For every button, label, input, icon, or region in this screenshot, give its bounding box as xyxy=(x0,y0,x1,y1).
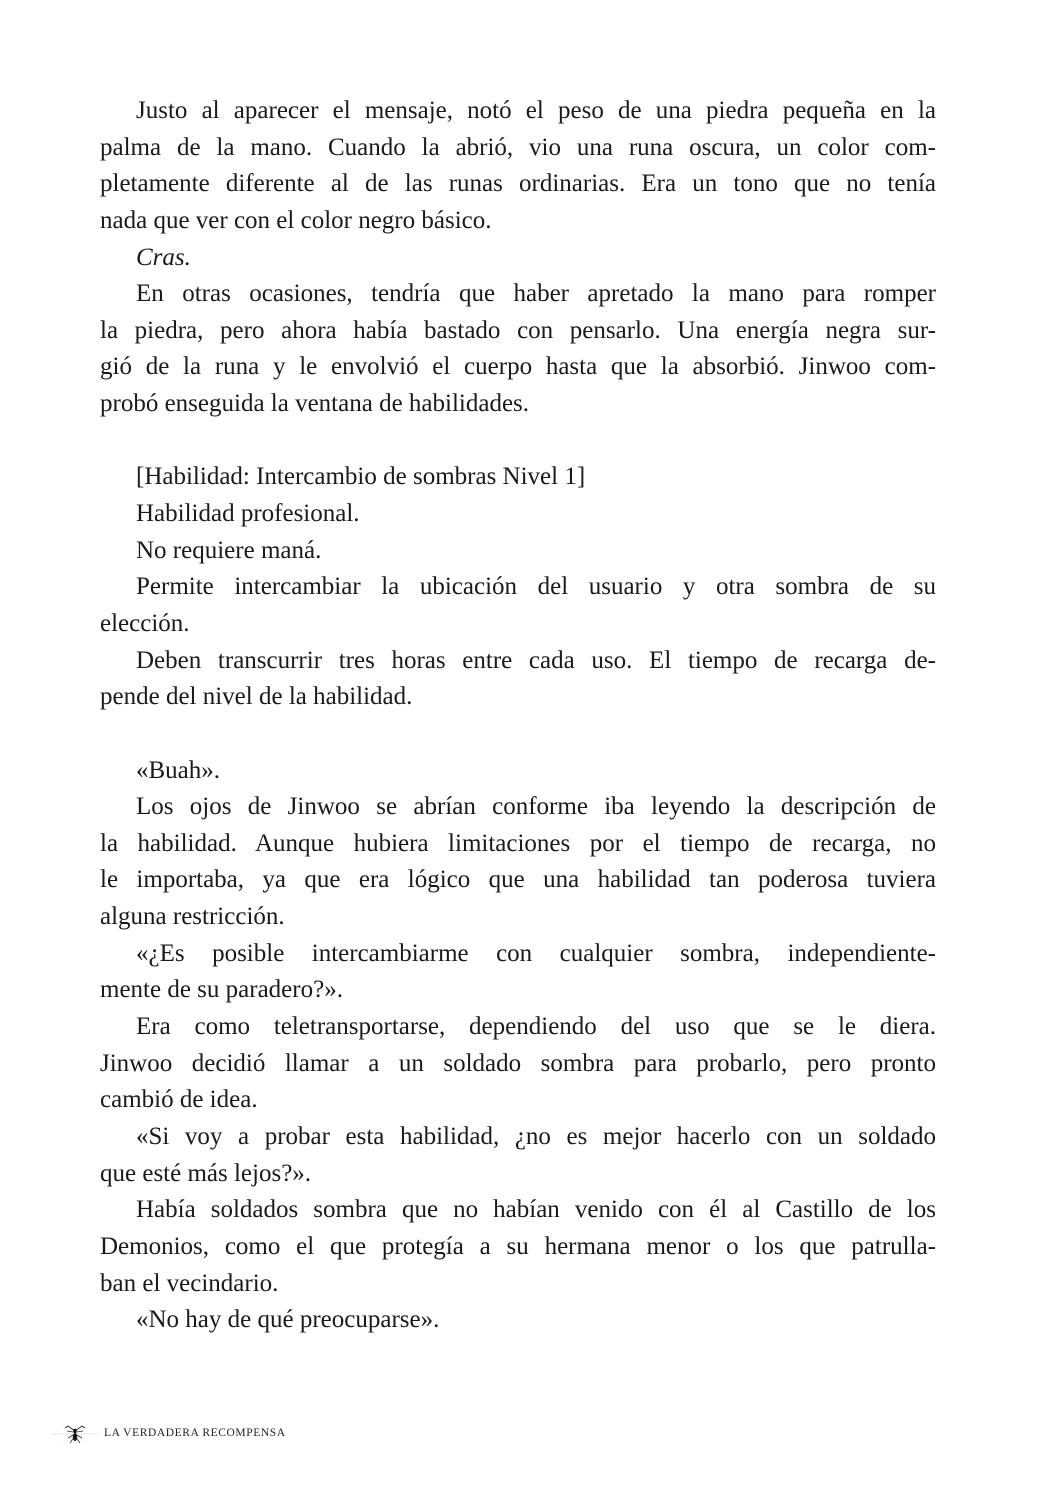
text-line: alguna restricción. xyxy=(100,903,285,931)
text-line: En otras ocasiones, tendría que haber apretado la mano para romper xyxy=(136,280,936,308)
paragraph xyxy=(100,459,936,496)
body-text xyxy=(100,93,936,1339)
paragraph xyxy=(100,1302,936,1339)
text-line: «Si voy a probar esta habilidad, ¿no es mejor hacerlo con un soldado xyxy=(136,1122,936,1150)
text-line: probó enseguida la ventana de habilidades. xyxy=(100,390,530,418)
text-line: «¿Es posible intercambiarme con cualquier sombra, independiente- xyxy=(136,939,936,967)
paragraph xyxy=(100,276,936,423)
text-line: pende del nivel de la habilidad. xyxy=(100,683,413,711)
text-line: Había soldados sombra que no habían venido con él al Castillo de los xyxy=(136,1196,936,1224)
paragraph xyxy=(100,753,936,790)
paragraph xyxy=(100,1192,936,1302)
text-line: Jinwoo decidió llamar a un soldado sombra para probarlo, pero pronto xyxy=(100,1049,936,1077)
text-line: «Buah». xyxy=(136,756,221,784)
text-line: cambió de idea. xyxy=(100,1086,258,1114)
paragraph xyxy=(100,93,936,240)
paragraph xyxy=(100,936,936,1009)
text-line: Era como teletransportarse, dependiendo del uso que se le diera. xyxy=(136,1013,936,1041)
text-line: la piedra, pero ahora había bastado con pensarlo. Una energía negra sur- xyxy=(100,316,936,344)
paragraph xyxy=(100,1119,936,1192)
paragraph xyxy=(100,240,936,277)
paragraph xyxy=(100,533,936,570)
running-title: LA VERDADERA RECOMPENSA xyxy=(104,1427,286,1439)
text-line: la habilidad. Aunque hubiera limitaciones por el tiempo de recarga, no xyxy=(100,829,936,857)
text-line: Demonios, como el que protegía a su hermana menor o los que patrulla- xyxy=(100,1232,936,1260)
paragraph xyxy=(100,1009,936,1119)
text-line: ban el vecindario. xyxy=(100,1269,279,1297)
text-line: Los ojos de Jinwoo se abrían conforme iba leyendo la descripción de xyxy=(136,793,936,821)
text-line: Habilidad profesional. xyxy=(136,500,360,528)
text-line: palma de la mano. Cuando la abrió, vio una runa oscura, un color com- xyxy=(100,133,936,161)
text-line: pletamente diferente al de las runas ordinarias. Era un tono que no tenía xyxy=(100,170,936,198)
text-line: «No hay de qué preocuparse». xyxy=(136,1306,440,1334)
text-line: gió de la runa y le envolvió el cuerpo hasta que la absorbió. Jinwoo com- xyxy=(100,353,936,381)
spider-ornament-icon xyxy=(52,1420,98,1446)
text-line: Deben transcurrir tres horas entre cada uso. El tiempo de recarga de- xyxy=(136,646,936,674)
paragraph xyxy=(100,569,936,642)
paragraph xyxy=(100,643,936,716)
text-line: le importaba, ya que era lógico que una habilidad tan poderosa tuviera xyxy=(100,866,936,894)
text-line: No requiere maná. xyxy=(136,536,322,564)
text-line: [Habilidad: Intercambio de sombras Nivel 1] xyxy=(136,463,586,491)
text-line: que esté más lejos?». xyxy=(100,1159,312,1187)
paragraph xyxy=(100,789,936,936)
paragraph xyxy=(100,496,936,533)
text-line: Justo al aparecer el mensaje, notó el peso de una piedra pequeña en la xyxy=(136,97,936,124)
text-line: Cras. xyxy=(136,243,191,271)
text-line: mente de su paradero?». xyxy=(100,976,343,1004)
text-line: elección. xyxy=(100,609,190,637)
running-footer xyxy=(52,1420,286,1446)
paragraph-spacer xyxy=(100,716,936,753)
text-line: Permite intercambiar la ubicación del usuario y otra sombra de su xyxy=(136,573,936,601)
paragraph-spacer xyxy=(100,423,936,460)
text-line: nada que ver con el color negro básico. xyxy=(100,206,492,234)
